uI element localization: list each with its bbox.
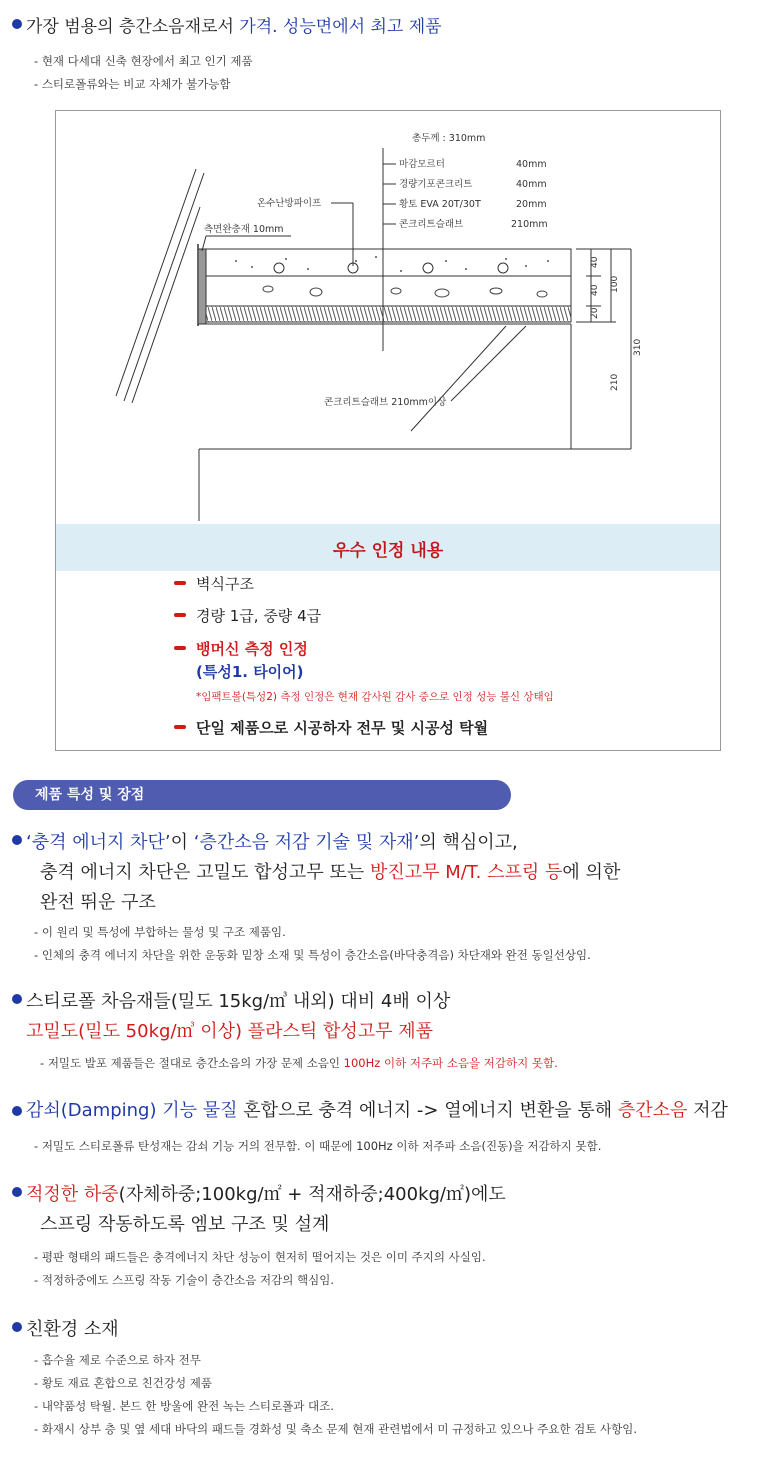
dim-label: 40 xyxy=(590,284,600,296)
feature-2-note: - 저밀도 발포 제품들은 절대로 층간소음의 가장 문제 소음인 100Hz 이하 저주파 소음을 저감하지 못함. xyxy=(40,1052,558,1075)
dim-label: 100 xyxy=(610,275,620,293)
recognition-note: *임팩트볼(특성2) 측정 인정은 현재 감사원 감사 중으로 인정 성능 불신 상태임 xyxy=(196,691,554,703)
feature-3: 감쇠(Damping) 기능 물질 혼합으로 충격 에너지 -> 열에너지 변환을 통해 층간소음 저감 xyxy=(26,1100,728,1121)
feature-4-notes: - 평판 형태의 패드들은 충격에너지 차단 성능이 현저히 떨어지는 것은 이미 주지의 사실임. - 적정하중에도 스프링 작동 기술이 층간소음 저감의 핵심임. xyxy=(34,1246,486,1292)
side-buffer-label: 측면완충재 10mm xyxy=(204,224,284,235)
dim-label: 210 xyxy=(610,373,620,391)
dim-label: 40 xyxy=(590,256,600,268)
feature-1-notes: - 이 원리 및 특성에 부합하는 물성 및 구조 제품임. - 인체의 충격 에너지 차단을 위한 운동화 밑창 소재 및 특성이 층간소음(바닥충격음) 차단재와 완전 동일선상임. xyxy=(34,921,591,967)
top-heading: 가장 범용의 층간소음재로서 가격. 성능면에서 최고 제품 xyxy=(26,12,442,37)
recognition-title: 우수 인정 내용 xyxy=(332,541,444,561)
feature-5: 친환경 소재 xyxy=(26,1315,119,1341)
layer-value: 40mm xyxy=(516,159,547,170)
top-notes: - 현재 다세대 신축 현장에서 최고 인기 제품 - 스티로폴류와는 비교 자체가 불가능함 xyxy=(34,50,253,96)
layer-value: 20mm xyxy=(516,199,547,210)
feature-2: 스티로폴 차음재들(밀도 15kg/㎥ 내외) 대비 4배 이상 고밀도(밀도 50kg/㎥ 이상) 플라스틱 합성고무 제품 xyxy=(26,987,450,1047)
recognition-item: 단일 제품으로 시공하자 전무 및 시공성 탁월 xyxy=(196,717,488,738)
floor-section-diagram xyxy=(56,111,721,521)
dim-label: 20 xyxy=(590,307,600,319)
total-thickness-label: 총두께 : 310mm xyxy=(412,133,486,144)
layer-label: 황토 EVA 20T/30T xyxy=(399,199,481,210)
recognition-item: 경량 1급, 중량 4급 xyxy=(196,605,321,626)
section-title: 제품 특성 및 장점 xyxy=(13,780,511,810)
recognition-item-bang: 뱅머신 측정 인정 xyxy=(196,638,308,659)
layer-value: 40mm xyxy=(516,179,547,190)
recognition-band xyxy=(56,524,720,571)
slab-label: 콘크리트슬래브 210mm이상 xyxy=(324,397,447,408)
layer-label: 경량기포콘크리트 xyxy=(399,179,473,190)
recognition-item-tire: (특성1. 타이어) xyxy=(196,663,304,681)
feature-3-note: - 저밀도 스티로폴류 탄성재는 감쇠 기능 거의 전무함. 이 때문에 100Hz 이하 저주파 소음(진동)을 저감하지 못함. xyxy=(34,1135,601,1158)
pipe-label: 온수난방파이프 xyxy=(257,198,322,209)
layer-value: 210mm xyxy=(511,219,548,230)
feature-4: 적정한 하중(자체하중;100kg/㎡ + 적재하중;400kg/㎡)에도 스프링 작동하도록 엠보 구조 및 설계 xyxy=(26,1180,506,1240)
feature-5-notes: - 흡수율 제로 수준으로 하자 전무 - 황토 재료 혼합으로 친건강성 제품 - 내약품성 탁월. 본드 한 방울에 완전 녹는 스티로폴과 대조. - 화재시 상부 층 및 옆 세대 바닥의 패드들 경화성 및 축소 문제 현재 관련법에서 미 규정하고 있으나 주요한 검토 사항임. xyxy=(34,1349,637,1441)
dim-label: 310 xyxy=(633,338,643,356)
feature-1: ‘충격 에너지 차단’이 ‘층간소음 저감 기술 및 자재’의 핵심이고, 충격 에너지 차단은 고밀도 합성고무 또는 방진고무 M/T. 스프링 등에 의한 완전 뛰운 구조 xyxy=(26,828,620,918)
recognition-item: 벽식구조 xyxy=(196,573,254,594)
layer-label: 콘크리트슬래브 xyxy=(399,219,464,230)
layer-label: 마감모르터 xyxy=(399,159,445,170)
structure-diagram-box xyxy=(55,110,721,751)
